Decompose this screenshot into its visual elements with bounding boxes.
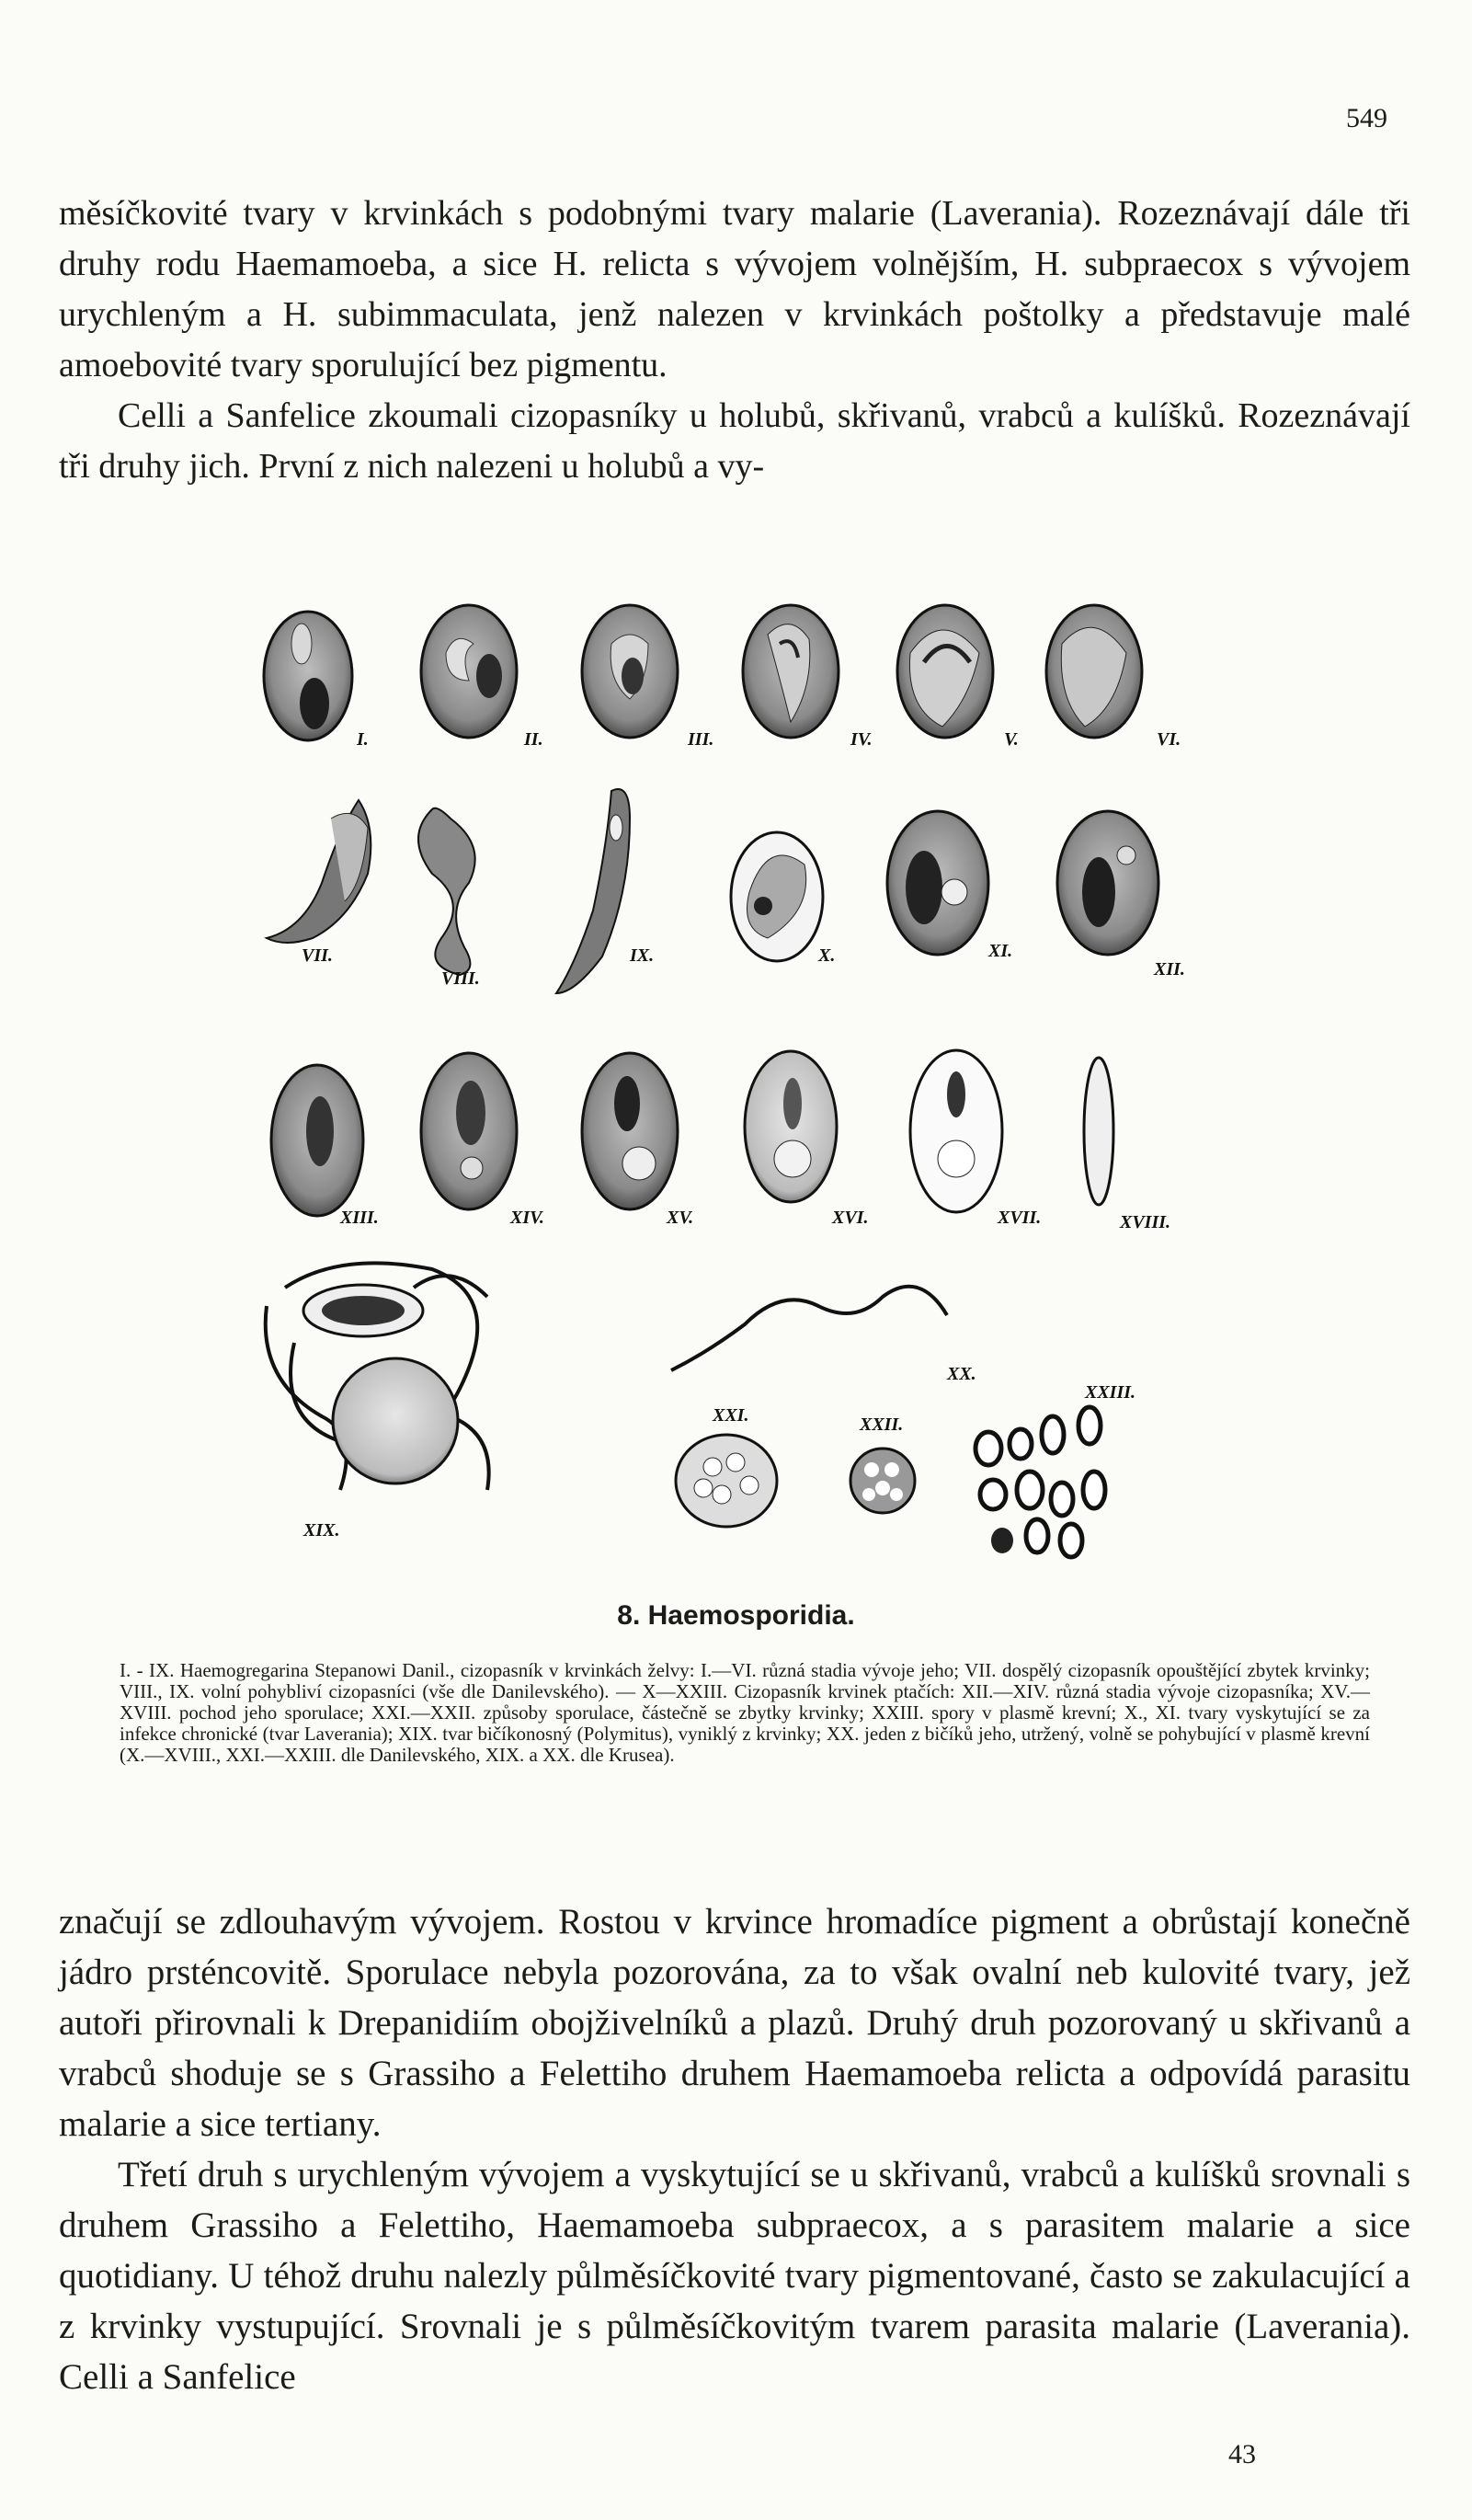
paragraph-2: Celli a Sanfelice zkoumali cizopasníky u holubů, skřivanů, vrabců a kulíšků. Rozeznávají tři druhy jich. První z nich nalezeni u holubů a vy- (59, 396, 1410, 486)
cell-xx (671, 1287, 947, 1370)
cell-x (731, 832, 823, 961)
cell-i (264, 612, 352, 740)
cell-v (897, 605, 993, 738)
label-xiv: XIV. (510, 1208, 544, 1228)
label-xxi: XXI. (713, 1405, 749, 1426)
figure-title: 8. Haemosporidia. (617, 1600, 855, 1631)
paragraph-1: měsíčkovité tvary v krvinkách s podobnými tvary malarie (Laverania). Rozeznávají dále tři druhy rodu Haemamoeba, a sice H. relicta s vývojem volnějším, H. subpraecox s vývojem urychleným a H. subimmaculata, jenž nalezen v krvinkách poštolky a představuje malé amoebovité tvary sporulující bez pigmentu. (59, 194, 1410, 384)
haemosporidia-figure (248, 589, 1223, 1596)
label-iv: IV. (850, 729, 873, 750)
cell-xiv (421, 1053, 517, 1209)
label-v: V. (1004, 729, 1019, 750)
cell-ix (556, 789, 630, 993)
label-ix: IX. (630, 945, 655, 966)
cell-xxii (850, 1449, 915, 1513)
cell-ii (421, 605, 517, 738)
label-vi: VI. (1157, 729, 1181, 750)
cell-xvi (745, 1051, 837, 1202)
paragraph-4: Třetí druh s urychleným vývojem a vyskytující se u skřivanů, vrabců a kulíšků srovnali s druhem Grassiho a Felettiho, Haemamoeba subpraecox, a s parasitem malarie a sice quotidiany. U téhož druhu nalezly půlměsíčkovité tvary pigmentované, často se zakulacující a z krvinky vystupující. Srovnali je s půlměsíčkovitým tvarem parasita malarie (Laverania). Celli a Sanfelice (59, 2155, 1410, 2397)
signature-mark: 43 (1228, 2439, 1256, 2469)
label-x: X. (818, 945, 836, 966)
cell-xxi (676, 1435, 777, 1527)
figure-caption (120, 1660, 1370, 1766)
label-xx: XX. (947, 1364, 976, 1384)
label-viii: VIII. (441, 968, 480, 989)
cell-iii (582, 605, 678, 738)
cell-xvii (910, 1050, 1002, 1212)
label-xiii: XIII. (340, 1208, 379, 1228)
cell-xviii (1084, 1058, 1113, 1205)
label-xix: XIX. (303, 1520, 340, 1541)
label-vii: VII. (302, 945, 333, 966)
label-xxii: XXII. (860, 1415, 904, 1435)
label-xvi: XVI. (832, 1208, 869, 1228)
paragraph-3: značují se zdlouhavým vývojem. Rostou v krvince hromadíce pigment a obrůstají konečně jádro prsténcovitě. Sporulace nebyla pozorována, za to však ovalní neb kulovité tvary, jež autoři přirovnali k Drepanidiím obojživelníků a plazů. Druhý druh pozorovaný u skřivanů a vrabců shoduje se s Grassiho a Felettiho druhem Haemamoeba relicta a odpovídá parasitu malarie a sice tertiany. (59, 1902, 1410, 2144)
label-xv: XV. (667, 1208, 694, 1228)
cell-xv (582, 1053, 678, 1209)
cell-vi (1046, 605, 1142, 738)
cell-xi (887, 811, 988, 955)
bottom-text (59, 1896, 1410, 2402)
label-i: I. (357, 729, 369, 750)
cell-xxiii (976, 1407, 1105, 1557)
caption-text: I. - IX. Haemogregarina Stepanowi Danil., cizopasník v krvinkách želvy: I.—VI. různá stadia vývoje jeho; VII. dospělý cizopasník opouštějící zbytek krvinky; VIII., IX. volní pohybliví cizopasníci (vše dle Danilevského). — X—XXIII. Cizopasník krvinek ptačích: XII.—XIV. různá stadia vývoje cizopasníka; XV.—XVIII. pochod jeho sporulace; XXI.—XXII. způsoby sporulace, částečně se zbytky krvinky; XXIII. spory v plasmě krevní; X., XI. tvary vyskytující se za infekce chronické (tvar Laverania); XIX. tvar bičíkonosný (Polymitus), vyniklý z krvinky; XX. jeden z bičíků jeho, utržený, volně se pohybující v plasmě krevní (X.—XVIII., XXI.—XXIII. dle Danilevského, XIX. a XX. dle Krusea). (120, 1659, 1370, 1766)
label-xi: XI. (988, 941, 1013, 961)
label-xviii: XVIII. (1120, 1212, 1171, 1232)
top-text (59, 189, 1410, 492)
cell-vii (267, 800, 371, 943)
cell-xiii (271, 1065, 363, 1216)
page-number: 549 (1346, 103, 1387, 133)
cell-viii (418, 808, 475, 975)
label-ii: II. (524, 729, 543, 750)
label-xxiii: XXIII. (1085, 1382, 1136, 1403)
label-iii: III. (688, 729, 714, 750)
label-xii: XII. (1154, 959, 1185, 979)
cell-iv (743, 605, 839, 738)
cell-xii (1057, 811, 1158, 955)
label-xvii: XVII. (998, 1208, 1042, 1228)
cell-xix (266, 1263, 489, 1490)
